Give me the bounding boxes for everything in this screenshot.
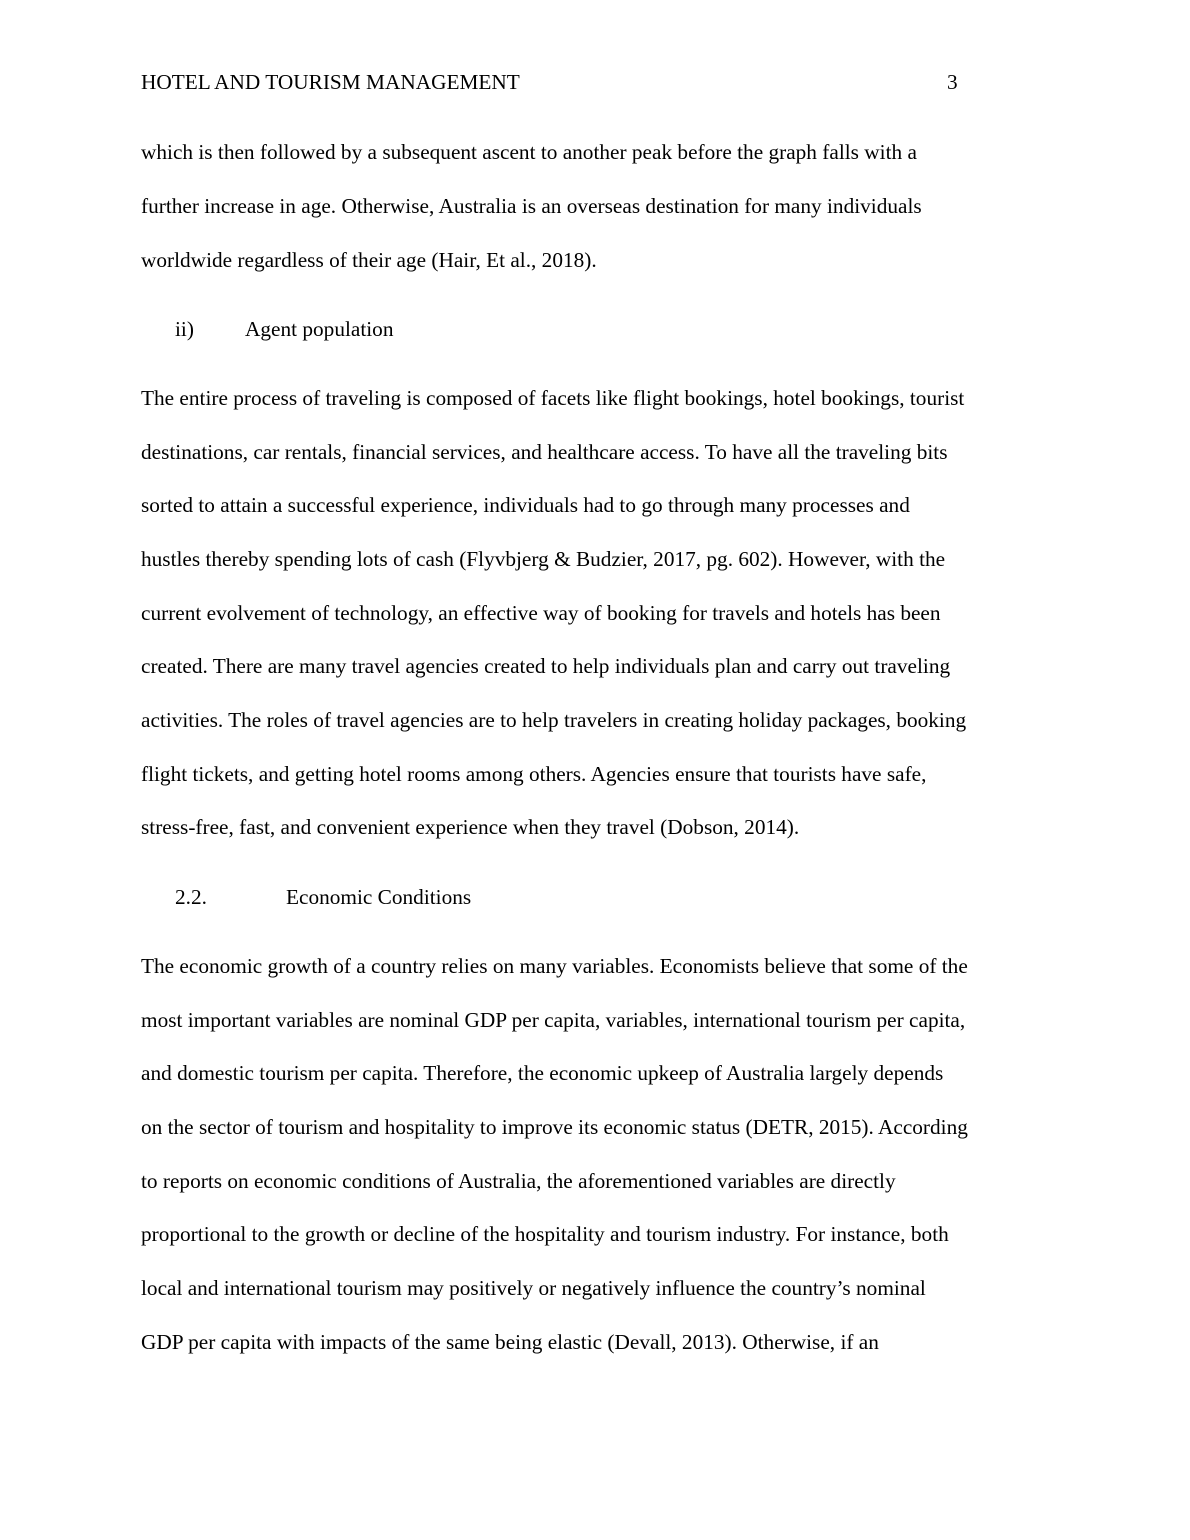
page-number: 3: [947, 70, 958, 94]
running-header-title: HOTEL AND TOURISM MANAGEMENT: [141, 70, 520, 94]
heading-number: 2.2.: [175, 885, 207, 909]
paragraph-line: The economic growth of a country relies on many variables. Economists believe that some of the: [141, 954, 968, 978]
paragraph-line: hustles thereby spending lots of cash (Flyvbjerg & Budzier, 2017, pg. 602). However, with the: [141, 547, 946, 571]
paragraph-line: GDP per capita with impacts of the same being elastic (Devall, 2013). Otherwise, if an: [141, 1330, 879, 1354]
paragraph-line: activities. The roles of travel agencies are to help travelers in creating holiday packages, booking: [141, 708, 967, 732]
heading-text: Economic Conditions: [286, 885, 472, 909]
heading-text: Agent population: [245, 317, 394, 341]
paragraph-line: created. There are many travel agencies created to help individuals plan and carry out traveling: [141, 654, 951, 678]
paragraph-line: and domestic tourism per capita. Therefore, the economic upkeep of Australia largely depends: [141, 1061, 944, 1085]
paragraph-line: The entire process of traveling is composed of facets like flight bookings, hotel bookings, tourist: [141, 386, 965, 410]
paragraph-line: which is then followed by a subsequent ascent to another peak before the graph falls with a: [141, 140, 917, 164]
paragraph-line: worldwide regardless of their age (Hair, Et al., 2018).: [141, 248, 597, 272]
paragraph-line: local and international tourism may positively or negatively influence the country’s nominal: [141, 1276, 926, 1300]
paragraph-line: proportional to the growth or decline of the hospitality and tourism industry. For instance, both: [141, 1222, 949, 1246]
paragraph-line: to reports on economic conditions of Australia, the aforementioned variables are directly: [141, 1169, 896, 1193]
paragraph-line: on the sector of tourism and hospitality to improve its economic status (DETR, 2015). According: [141, 1115, 968, 1139]
paragraph-line: sorted to attain a successful experience, individuals had to go through many processes and: [141, 493, 910, 517]
paragraph-line: current evolvement of technology, an effective way of booking for travels and hotels has been: [141, 601, 941, 625]
paragraph-line: most important variables are nominal GDP per capita, variables, international tourism per capita,: [141, 1008, 966, 1032]
paragraph-line: flight tickets, and getting hotel rooms among others. Agencies ensure that tourists have safe,: [141, 762, 927, 786]
paragraph-line: destinations, car rentals, financial services, and healthcare access. To have all the traveling bits: [141, 440, 948, 464]
paragraph-line: further increase in age. Otherwise, Australia is an overseas destination for many individuals: [141, 194, 922, 218]
paragraph-line: stress-free, fast, and convenient experience when they travel (Dobson, 2014).: [141, 815, 800, 839]
heading-number: ii): [175, 317, 194, 341]
